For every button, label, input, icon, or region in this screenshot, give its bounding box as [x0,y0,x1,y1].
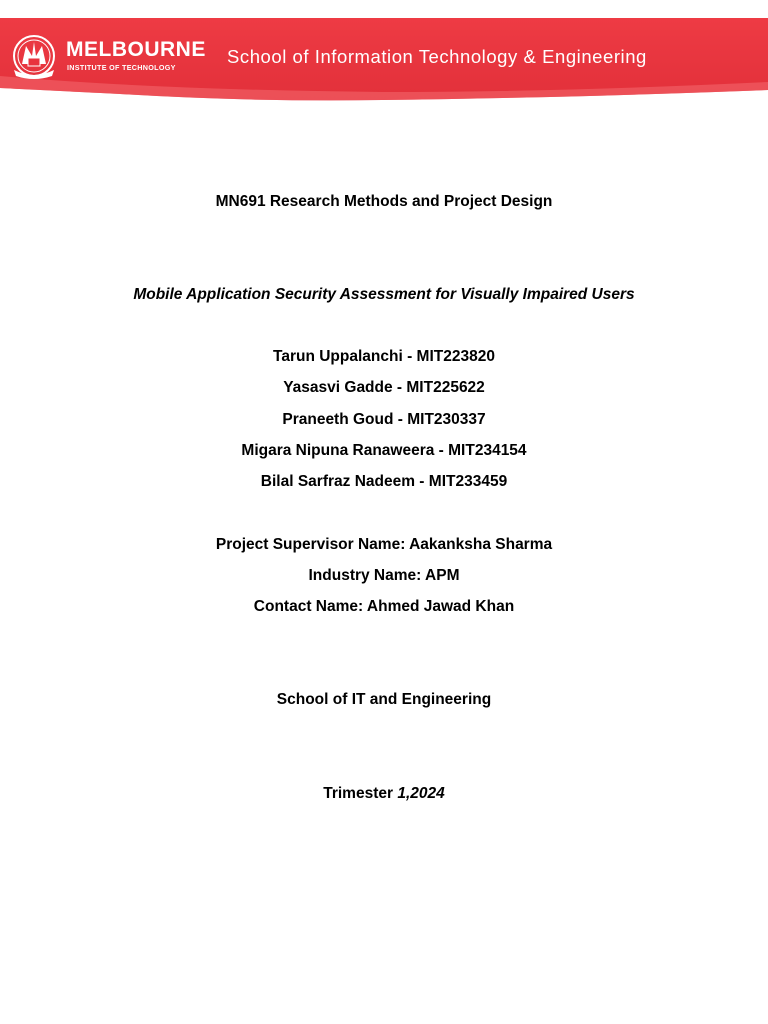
banner-school-title: School of Information Technology & Engineering [227,46,647,67]
member-5: Bilal Sarfraz Nadeem - MIT233459 [260,473,508,490]
trimester-value: 1,2024 [397,785,445,802]
member-4: Migara Nipuna Ranaweera - MIT234154 [241,442,527,459]
industry-name: Industry Name: APM [308,567,460,584]
institute-logo [6,34,206,80]
trimester-label: Trimester [323,785,398,802]
school-name: School of IT and Engineering [276,691,492,708]
institute-crest-icon [6,34,62,80]
member-2: Yasasvi Gadde - MIT225622 [283,379,485,396]
course-title: MN691 Research Methods and Project Design [215,193,553,210]
header-banner [0,18,768,104]
brand-name: MELBOURNE [66,38,206,61]
trimester [0,784,768,804]
project-title: Mobile Application Security Assessment for Visually Impaired Users [133,286,635,303]
supervisor-name: Project Supervisor Name: Aakanksha Sharma [215,536,553,553]
member-1: Tarun Uppalanchi - MIT223820 [273,348,495,365]
member-3: Praneeth Goud - MIT230337 [282,411,486,428]
contact-name: Contact Name: Ahmed Jawad Khan [253,598,515,615]
brand-subtitle: INSTITUTE OF TECHNOLOGY [67,63,176,72]
